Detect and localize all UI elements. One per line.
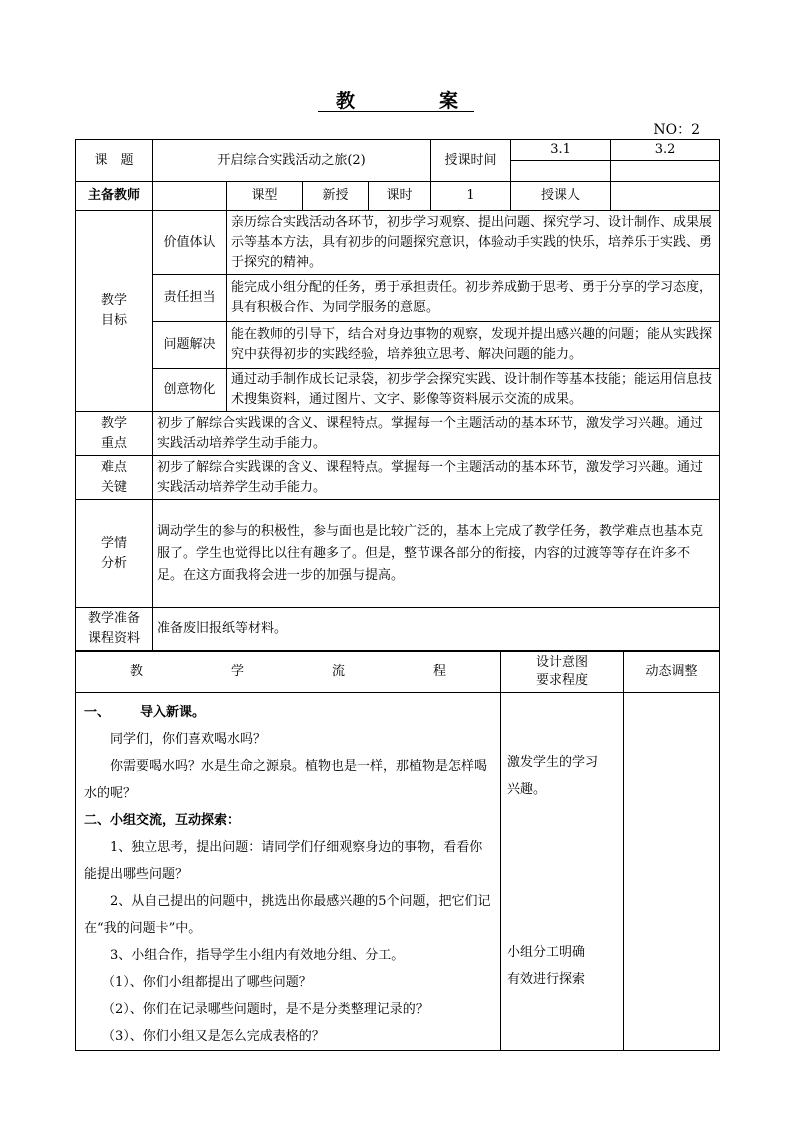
goal-name-problem-solving: 问题解决 — [153, 322, 227, 369]
keypoints-label-line1: 教学 — [100, 415, 127, 431]
time-slot-1-blank — [511, 161, 611, 182]
prep-label — [76, 608, 153, 651]
keypoints-label — [76, 412, 153, 456]
prep-label-line2: 课程资料 — [87, 631, 140, 646]
design-header-line1: 设计意图 — [535, 655, 588, 670]
flow-paragraph-4: 2、从自己提出的问题中，挑选出你最感兴趣的5个问题，把它们记在“我的问题卡”中。 — [84, 894, 491, 936]
flow-paragraph-3: 1、独立思考，提出问题：请同学们仔细观察身边的事物，看看你能提出哪些问题？ — [84, 840, 483, 882]
keypoints-text: 初步了解综合实践课的含义、课程特点。掌握每一个主题活动的基本环节，激发学习兴趣。通过实践活动培养学生动手能力。 — [153, 412, 720, 456]
analysis-label — [76, 500, 153, 608]
flow-question-1: （1）、你们小组都提出了哪些问题？ — [102, 975, 312, 990]
prep-text: 准备废旧报纸等材料。 — [153, 608, 720, 651]
flow-header — [76, 652, 501, 693]
section-2-heading: 二、小组交流，互动探索： — [84, 813, 241, 828]
flow-content — [76, 693, 501, 1051]
goal-name-creativity: 创意物化 — [153, 369, 227, 412]
adjust-cell — [624, 693, 720, 1051]
time-slot-2-blank — [611, 161, 720, 182]
title-underline — [318, 111, 474, 112]
prep-label-line1: 教学准备 — [87, 611, 140, 626]
design-note-2-line1: 小组分工明确 — [507, 945, 586, 960]
design-intent-header — [501, 652, 624, 693]
section-1-title: 导入新课。 — [140, 705, 206, 720]
lesson-info-table — [75, 139, 720, 651]
flow-header-char-4: 程 — [432, 664, 446, 679]
type-value: 新授 — [303, 182, 369, 211]
time-slot-1: 3.1 — [511, 140, 611, 161]
design-note-1 — [507, 749, 617, 803]
lecturer-label: 授课人 — [511, 182, 611, 211]
difficulties-text: 初步了解综合实践课的含义、课程特点。掌握每一个主题活动的基本环节，激发学习兴趣。通过实践活动培养学生动手能力。 — [153, 456, 720, 500]
difficulties-label-line2: 关键 — [100, 479, 127, 495]
time-slot-2: 3.2 — [611, 140, 720, 161]
flow-header-char-3: 流 — [331, 664, 345, 679]
type-label: 课型 — [227, 182, 303, 211]
goals-label — [76, 211, 153, 412]
hours-label: 课时 — [369, 182, 431, 211]
document-number: NO：2 — [653, 122, 700, 138]
flow-paragraph-5: 3、小组合作，指导学生小组内有效地分组、分工。 — [110, 948, 405, 963]
analysis-label-line2: 分析 — [100, 555, 127, 571]
goal-text-creativity: 通过动手制作成长记录袋，初步学会探究实践、设计制作等基本技能；能运用信息技术搜集资料，通过图片、文字、影像等资料展示交流的成果。 — [227, 369, 720, 412]
topic-label: 课 题 — [76, 140, 153, 182]
flow-header-char-1: 教 — [130, 664, 144, 679]
teaching-flow-table — [75, 651, 720, 1051]
goal-text-problem-solving: 能在教师的引导下，结合对身边事物的观察，发现并提出感兴趣的问题；能从实践探究中获得初步的实践经验，培养独立思考、解决问题的能力。 — [227, 322, 720, 369]
analysis-label-line1: 学情 — [100, 535, 127, 551]
flow-question-2: （2）、你们在记录哪些问题时，是不是分类整理记录的？ — [102, 1002, 429, 1017]
section-1-heading — [84, 699, 492, 726]
difficulties-label-line1: 难点 — [100, 459, 127, 475]
design-note-1-line1: 激发学生的学习 — [507, 755, 599, 770]
design-note-1-line2: 兴趣。 — [507, 782, 547, 797]
title-char-2: 案 — [439, 90, 459, 112]
goal-text-value: 亲历综合实践活动各环节，初步学习观察、提出问题、探究学习、设计制作、成果展示等基本方法，具有初步的问题探究意识，体验动手实践的快乐，培养乐于实践、勇于探究的精神。 — [227, 211, 720, 275]
design-notes — [501, 693, 624, 1051]
lecturer-value — [611, 182, 720, 211]
time-label: 授课时间 — [431, 140, 511, 182]
flow-header-char-2: 学 — [230, 664, 244, 679]
goals-label-line2: 目标 — [100, 313, 127, 328]
teacher-value — [153, 182, 227, 211]
goal-text-responsibility: 能完成小组分配的任务，勇于承担责任。初步养成勤于思考、勇于分享的学习态度，具有积极合作、为同学服务的意愿。 — [227, 275, 720, 322]
teacher-label: 主备教师 — [76, 182, 153, 211]
flow-paragraph-2: 你需要喝水吗？水是生命之源泉。植物也是一样，那植物是怎样喝水的呢？ — [84, 759, 488, 801]
document-title — [0, 86, 794, 113]
flow-question-3: （3）、你们小组又是怎么完成表格的？ — [102, 1029, 325, 1044]
hours-value: 1 — [431, 182, 511, 211]
design-header-line2: 要求程度 — [535, 673, 588, 688]
section-1-number: 一、 — [84, 705, 111, 720]
topic-value: 开启综合实践活动之旅(2) — [153, 140, 431, 182]
goal-name-value: 价值体认 — [153, 211, 227, 275]
keypoints-label-line2: 重点 — [100, 435, 127, 451]
adjust-header: 动态调整 — [624, 652, 720, 693]
goal-name-responsibility: 责任担当 — [153, 275, 227, 322]
difficulties-label — [76, 456, 153, 500]
design-note-2 — [507, 939, 617, 993]
goals-label-line1: 教学 — [100, 293, 127, 308]
analysis-text: 调动学生的参与的积极性，参与面也是比较广泛的，基本上完成了教学任务，教学难点也基本克服了。学生也觉得比以往有趣多了。但是，整节课各部分的衔接，内容的过渡等等存在许多不足。在这方面我将会进一步的加强与提高。 — [153, 500, 720, 608]
design-note-2-line2: 有效进行探索 — [507, 972, 586, 987]
title-char-1: 教 — [335, 90, 355, 112]
flow-paragraph-1: 同学们，你们喜欢喝水吗？ — [110, 732, 267, 747]
